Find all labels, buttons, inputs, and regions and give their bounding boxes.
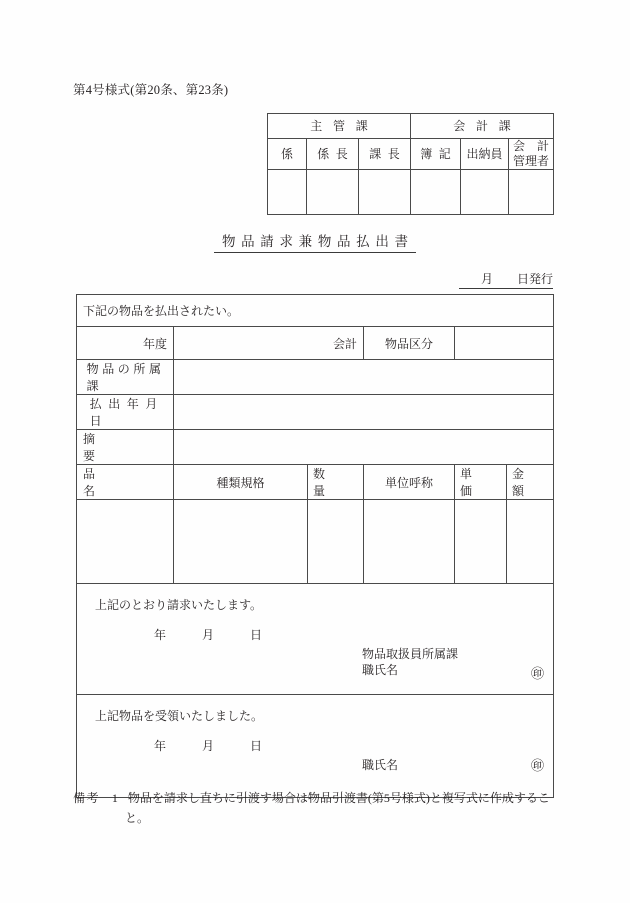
stamp-cell-kaikei-kanrisha[interactable] xyxy=(509,170,554,215)
items-header-spec: 種類規格 xyxy=(174,465,308,500)
request-dept-label: 物品取扱員所属課 xyxy=(362,647,459,661)
stamp-col-kakaricho xyxy=(307,139,359,170)
item-cell-unitprice[interactable] xyxy=(455,500,507,584)
stamp-col-kaikei-kanrisha-line1: 会 計 xyxy=(512,139,549,153)
stamp-group-kaikeika xyxy=(411,114,554,139)
remarks-number: 1 xyxy=(111,791,118,805)
payout-date-label xyxy=(77,395,174,430)
category-label: 物品区分 xyxy=(364,327,455,360)
receipt-title-name-label[interactable]: 職氏名 xyxy=(362,758,399,772)
receipt-date-line[interactable]: 年 月 日 xyxy=(154,739,263,753)
issue-date-line[interactable]: 月 日発行 xyxy=(459,270,553,289)
receipt-seal-icon: ㊞ xyxy=(531,758,545,773)
document-title-text: 物品請求兼物品払出書 xyxy=(214,230,415,253)
year-label: 年度 xyxy=(77,327,174,360)
stamp-col-suitoin-label: 出納員 xyxy=(466,146,503,161)
document-title xyxy=(0,230,630,253)
items-header-amount-text: 金額 xyxy=(512,467,543,498)
summary-row xyxy=(77,430,554,465)
dept-label-text: 物品の所属課 xyxy=(86,362,165,393)
stamp-col-kaikei-kanrisha xyxy=(509,139,554,170)
payout-date-value[interactable] xyxy=(174,395,554,430)
stamp-cell-boki[interactable] xyxy=(411,170,461,215)
item-cell-unit[interactable] xyxy=(364,500,455,584)
remarks-label: 備考 xyxy=(73,791,100,805)
remarks-footer xyxy=(73,789,573,829)
summary-value[interactable] xyxy=(174,430,554,465)
receipt-block-row xyxy=(77,695,554,798)
form-number-heading: 第4号様式(第20条、第23条) xyxy=(73,83,229,97)
dept-label xyxy=(77,360,174,395)
stamp-cell-kakari[interactable] xyxy=(268,170,307,215)
request-date-line[interactable]: 年 月 日 xyxy=(154,628,263,642)
stamp-col-kaikei-kanrisha-line2: 管理者 xyxy=(512,154,549,168)
stamp-group-kaikeika-label: 会計課 xyxy=(453,118,522,133)
item-cell-amount[interactable] xyxy=(507,500,554,584)
item-cell-qty[interactable] xyxy=(308,500,364,584)
year-account-row xyxy=(77,327,554,360)
stamp-signature-row xyxy=(268,170,554,215)
stamp-col-boki xyxy=(411,139,461,170)
request-block-row xyxy=(77,584,554,695)
stamp-col-kacho xyxy=(359,139,411,170)
stamp-col-kacho-label: 課長 xyxy=(369,146,407,161)
items-body-row xyxy=(77,500,554,584)
request-statement: 上記のとおり請求いたします。 xyxy=(95,598,263,612)
item-cell-spec[interactable] xyxy=(174,500,308,584)
dept-row xyxy=(77,360,554,395)
category-value[interactable] xyxy=(455,327,554,360)
stamp-cell-kacho[interactable] xyxy=(359,170,411,215)
instruction-text: 下記の物品を払出されたい。 xyxy=(77,295,554,327)
stamp-label-row xyxy=(268,139,554,170)
items-header-name xyxy=(77,465,174,500)
dept-value[interactable] xyxy=(174,360,554,395)
stamp-col-suitoin xyxy=(461,139,509,170)
approval-stamp-table xyxy=(267,113,554,215)
items-header-qty-text: 数量 xyxy=(313,467,348,498)
stamp-group-row xyxy=(268,114,554,139)
stamp-cell-suitoin[interactable] xyxy=(461,170,509,215)
receipt-statement: 上記物品を受領いたしました。 xyxy=(95,709,264,723)
items-header-amount xyxy=(507,465,554,500)
stamp-col-boki-label: 簿記 xyxy=(420,146,458,161)
items-header-name-text: 品名 xyxy=(83,467,144,498)
summary-label-text: 摘要 xyxy=(83,432,127,463)
item-cell-name[interactable] xyxy=(77,500,174,584)
request-title-name-label[interactable]: 職氏名 xyxy=(362,663,399,678)
request-block xyxy=(77,584,554,695)
items-header-row xyxy=(77,465,554,500)
summary-label xyxy=(77,430,174,465)
stamp-col-kakari-label: 係 xyxy=(280,146,293,161)
remarks-text: 物品を請求し直ちに引渡す場合は物品引渡書(第5号様式)と複写式に作成するこ xyxy=(127,791,550,805)
main-form-table xyxy=(76,294,554,798)
receipt-name-block xyxy=(362,757,398,773)
stamp-col-kakari xyxy=(268,139,307,170)
items-header-unitprice xyxy=(455,465,507,500)
stamp-col-kakaricho-label: 係長 xyxy=(317,146,355,161)
request-seal-icon: ㊞ xyxy=(531,666,545,681)
stamp-group-shukanka xyxy=(268,114,411,139)
items-header-unitprice-text: 単価 xyxy=(460,467,493,498)
stamp-group-shukanka-label: 主管課 xyxy=(310,118,379,133)
payout-date-row xyxy=(77,395,554,430)
stamp-cell-kakaricho[interactable] xyxy=(307,170,359,215)
instruction-row xyxy=(77,295,554,327)
request-name-block xyxy=(362,646,458,678)
remarks-continuation: と。 xyxy=(125,810,150,825)
receipt-block xyxy=(77,695,554,798)
items-header-unit: 単位呼称 xyxy=(364,465,455,500)
items-header-qty xyxy=(308,465,364,500)
account-label: 会計 xyxy=(174,327,364,360)
payout-date-label-text: 払出年月日 xyxy=(89,397,164,428)
